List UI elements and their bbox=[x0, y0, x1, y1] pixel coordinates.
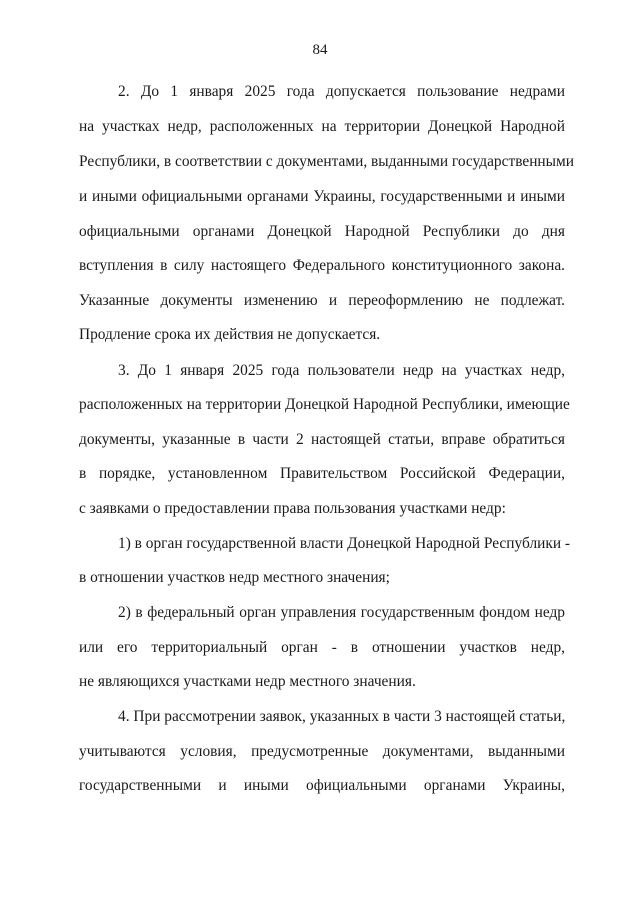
page-number: 84 bbox=[312, 42, 328, 58]
paragraph-3-line-2: расположенных на территории Донецкой Народной Республики, имеющие bbox=[79, 396, 570, 413]
paragraph-2-line-2: на участках недр, расположенных на территории Донецкой Народной bbox=[79, 118, 565, 135]
item-2-line-2: или его территориальный орган - в отношении участков недр, bbox=[79, 639, 565, 656]
item-1-line-2: в отношении участков недр местного значения; bbox=[79, 569, 390, 586]
paragraph-2-line-1: 2. До 1 января 2025 года допускается пользование недрами bbox=[118, 83, 565, 100]
paragraph-4-line-2: учитываются условия, предусмотренные документами, выданными bbox=[79, 743, 565, 760]
paragraph-2-line-4: и иными официальными органами Украины, государственными и иными bbox=[79, 188, 565, 205]
paragraph-4-line-3: государственными и иными официальными органами Украины, bbox=[79, 777, 565, 794]
paragraph-2-line-6: вступления в силу настоящего Федерального конституционного закона. bbox=[79, 257, 565, 274]
item-2-line-1: 2) в федеральный орган управления государственным фондом недр bbox=[118, 604, 565, 621]
paragraph-3-line-3: документы, указанные в части 2 настоящей статьи, вправе обратиться bbox=[79, 431, 565, 448]
paragraph-2-line-8: Продление срока их действия не допускается. bbox=[79, 326, 381, 343]
paragraph-2-line-3: Республики, в соответствии с документами, выданными государственными bbox=[79, 153, 574, 170]
paragraph-4-line-1: 4. При рассмотрении заявок, указанных в части 3 настоящей статьи, bbox=[118, 708, 566, 725]
paragraph-3-line-4: в порядке, установленном Правительством Российской Федерации, bbox=[79, 465, 565, 482]
item-1-line-1: 1) в орган государственной власти Донецкой Народной Республики - bbox=[118, 535, 571, 552]
paragraph-3-line-1: 3. До 1 января 2025 года пользователи недр на участках недр, bbox=[118, 362, 565, 379]
item-2-line-3: не являющихся участками недр местного значения. bbox=[79, 673, 416, 690]
paragraph-2-line-7: Указанные документы изменению и переоформлению не подлежат. bbox=[79, 292, 565, 309]
paragraph-2-line-5: официальными органами Донецкой Народной Республики до дня bbox=[79, 223, 565, 240]
paragraph-3-line-5: с заявками о предоставлении права пользования участками недр: bbox=[79, 500, 506, 517]
